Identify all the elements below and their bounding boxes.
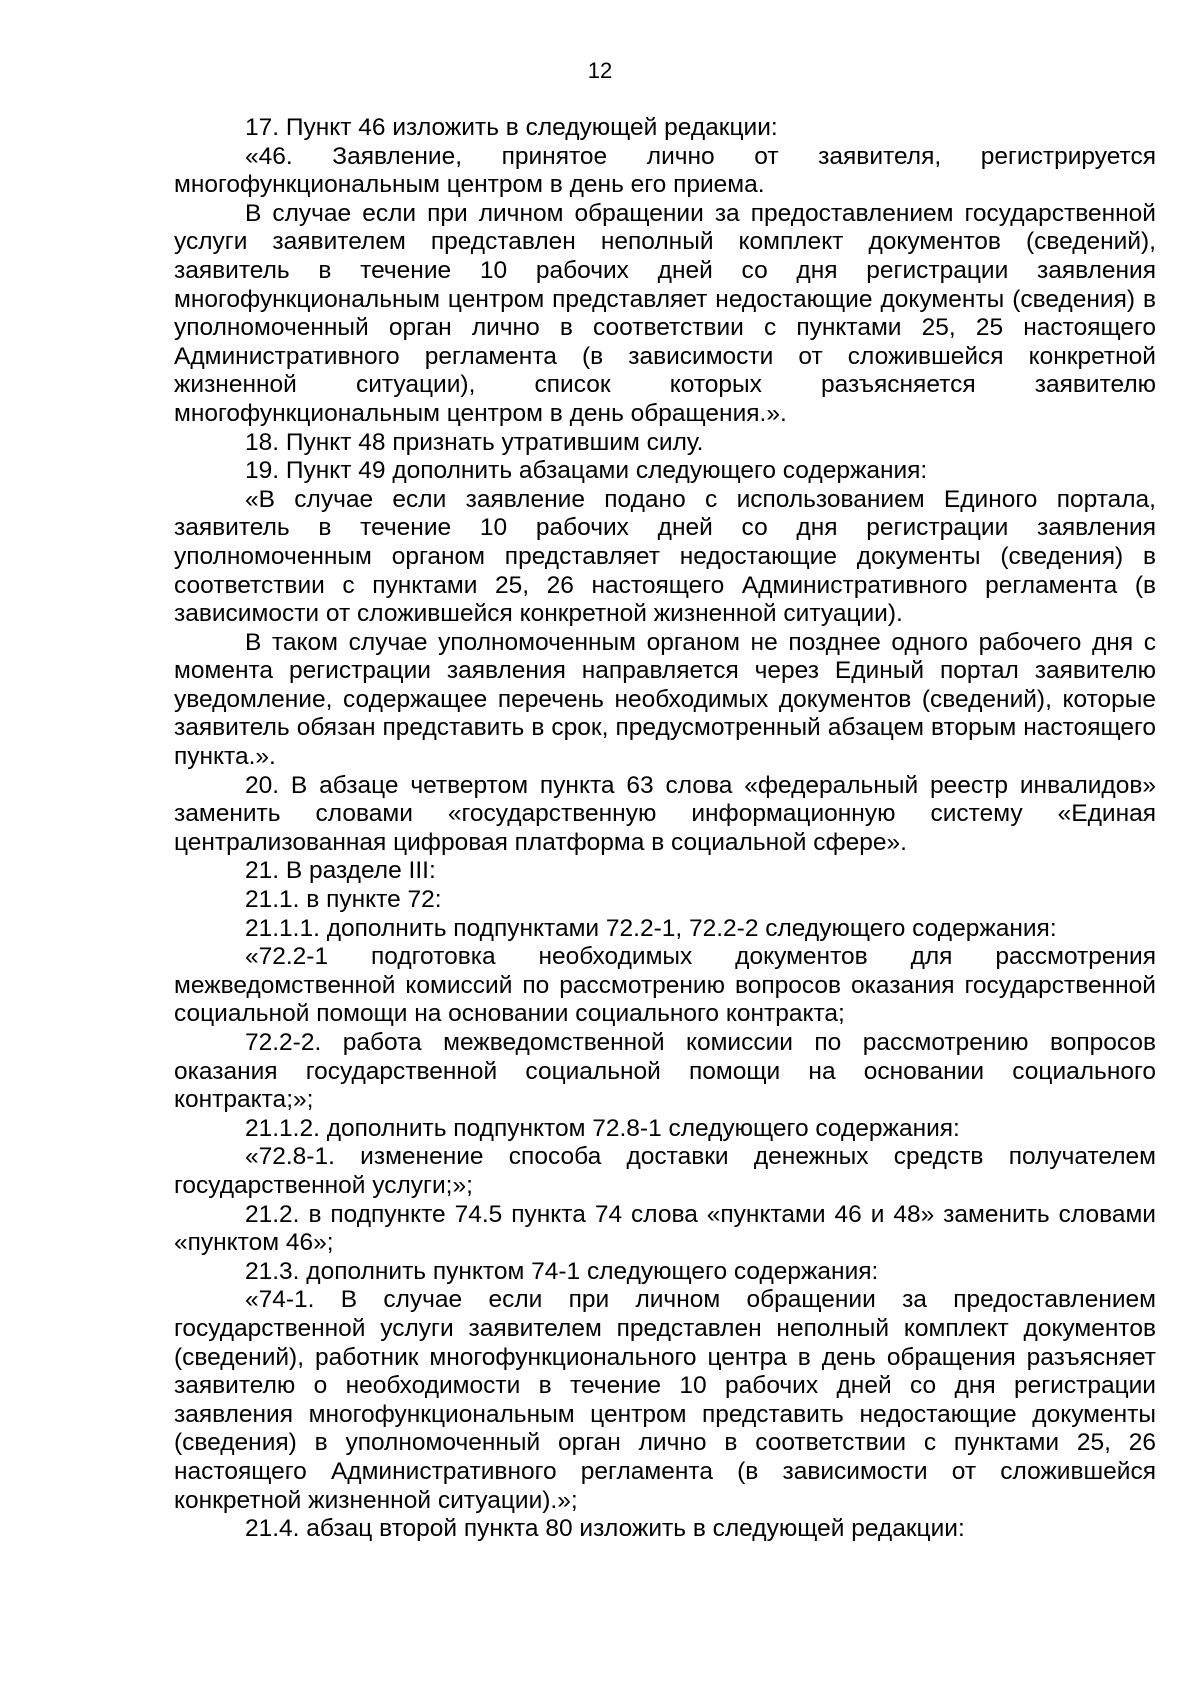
paragraph-quote-74-1: «74-1. В случае если при личном обращении за предоставлением государственной услуги заявителем представлен неполный комплект документов (сведений), работник многофункционального центра в день обращения разъясняет заявителю о необходимости в течение 10 рабочих дней со дня регистрации заявления многофункциональным центром представить недостающие документы (сведения) в уполномоченный орган лично в соответствии с пунктами 25, 26 настоящего Административного регламента (в зависимости от сложившейся конкретной жизненной ситуации).»; [174, 1286, 1156, 1514]
paragraph-item-19: 19. Пункт 49 дополнить абзацами следующего содержания: [245, 457, 928, 485]
paragraph-quote-46: «46. Заявление, принятое лично от заявителя, регистрируется многофункциональным центром в день его приема. [174, 142, 1156, 199]
paragraph-item-21-4: 21.4. абзац второй пункта 80 изложить в следующей редакции: [245, 1515, 965, 1543]
paragraph-subitem-72-8-1: «72.8-1. изменение способа доставки денежных средств получателем государственной услуги;»; [174, 1143, 1156, 1199]
paragraph-subitem-72-2-2: 72.2-2. работа межведомственной комиссии по рассмотрению вопросов оказания государственной социальной помощи на основании социального контракта;»; [174, 1029, 1156, 1114]
paragraph-item-18: 18. Пункт 48 признать утратившим силу. [245, 428, 704, 456]
paragraph-item-17: 17. Пункт 46 изложить в следующей редакции: [245, 114, 778, 141]
paragraph-incomplete-docs: В случае если при личном обращении за предоставлением государственной услуги заявителем представлен неполный комплект документов (сведений), заявитель в течение 10 рабочих дней со дня регистрации заявления многофункциональным центром представляет недостающие документы (сведения) в уполномоченный орган лично в соответствии с пунктами 25, 25 настоящего Административного регламента (в зависимости от сложившейся конкретной жизненной ситуации), список которых разъясняется заявителю многофункциональным центром в день обращения.». [174, 199, 1156, 427]
paragraph-item-21-1: 21.1. в пункте 72: [245, 886, 442, 914]
document-body [174, 114, 1156, 1544]
paragraph-item-21-1-1: 21.1.1. дополнить подпунктами 72.2-1, 72.2-2 следующего содержания: [245, 914, 1057, 942]
paragraph-single-portal: «В случае если заявление подано с использованием Единого портала, заявитель в течение 10 рабочих дней со дня регистрации заявления уполномоченным органом представляет недостающие документы (сведения) в соответствии с пунктами 25, 26 настоящего Административного регламента (в зависимости от сложившейся конкретной жизненной ситуации). [174, 485, 1156, 628]
paragraph-subitem-72-2-1: «72.2-1 подготовка необходимых документов для рассмотрения межведомственной комиссий по рассмотрению вопросов оказания государственной социальной помощи на основании социального контракта; [174, 943, 1156, 1028]
paragraph-item-21: 21. В разделе III: [245, 857, 436, 885]
paragraph-item-20: 20. В абзаце четвертом пункта 63 слова «федеральный реестр инвалидов» заменить словами «государственную информационную систему «Единая централизованная цифровая платформа в социальной сфере». [174, 771, 1156, 856]
paragraph-item-21-1-2: 21.1.2. дополнить подпунктом 72.8-1 следующего содержания: [245, 1114, 960, 1142]
paragraph-item-21-2: 21.2. в подпункте 74.5 пункта 74 слова «пунктами 46 и 48» заменить словами «пунктом 46»; [174, 1200, 1156, 1257]
page-number: 12 [587, 58, 613, 83]
paragraph-notification: В таком случае уполномоченным органом не позднее одного рабочего дня с момента регистрации заявления направляется через Единый портал заявителю уведомление, содержащее перечень необходимых документов (сведений), которые заявитель обязан представить в срок, предусмотренный абзацем вторым настоящего пункта.». [174, 628, 1156, 771]
paragraph-item-21-3: 21.3. дополнить пунктом 74-1 следующего содержания: [245, 1257, 879, 1285]
